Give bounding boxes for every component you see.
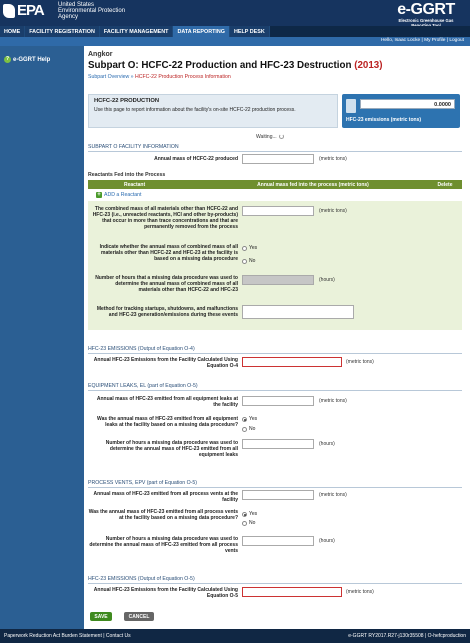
el-mass-input[interactable] [242,396,314,406]
radio-selected-icon[interactable] [242,417,247,422]
epa-flower-icon [3,4,15,18]
reporting-year: (2013) [354,60,383,71]
info-heading: HCFC-22 PRODUCTION [94,98,160,104]
help-label: e-GGRT Help [13,56,51,63]
radio-selected-icon[interactable] [242,512,247,517]
paperwork-link[interactable]: Paperwork Reduction Act Burden Statement [4,633,102,639]
el-hours-unit: (hours) [319,441,335,447]
add-reactant-link[interactable] [96,192,141,198]
reactants-title: Reactants Fed into the Process [88,172,166,178]
section-equipment-leaks: EQUIPMENT LEAKS, EL (part of Equation O-5) [88,383,462,391]
o5-emissions-label: Annual HFC-23 Emissions from the Facility Calculated Using Equation O-5 [93,587,238,599]
o5-emissions-unit: (metric tons) [346,589,374,595]
missing-proc-yes[interactable] [242,245,257,251]
main-content [84,46,470,629]
epv-missing-yes[interactable] [242,511,257,517]
o4-emissions-unit: (metric tons) [346,359,374,365]
epv-hours-input[interactable] [242,536,314,546]
epa-logo[interactable] [3,2,44,19]
user-greeting: Hello, Isaac Locke [380,38,421,43]
page-title-text: Subpart O: HCFC-22 Production and HFC-23 Destruction [88,60,352,71]
el-hours-label: Number of hours a missing data procedure was used to determine the annual mass of HFC-23 emitted from all equipment leaks [105,440,238,458]
emissions-calculator [342,94,460,128]
tab-facility-management[interactable]: FACILITY MANAGEMENT [100,26,174,37]
combined-mass-label: The combined mass of all materials other than HCFC-22 and HFC-23 (i.e., unreacted reactants, HCl and other by-products) that occur in more than trace concentrations and that are permanently removed from the process [92,206,238,230]
tab-help-desk[interactable]: HELP DESK [230,26,270,37]
radio-yes-label: Yes [249,416,258,422]
epv-hours-label: Number of hours a missing data procedure was used to determine the annual mass of HFC-23 emitted from all process vents [89,536,238,554]
add-reactant-label: ADD a Reactant [104,192,142,198]
save-button[interactable]: SAVE [90,612,112,621]
tab-facility-registration[interactable]: FACILITY REGISTRATION [25,26,100,37]
agency-name [58,2,148,20]
app-subtitle-1: Electronic Greenhouse Gas [398,18,454,23]
epv-mass-label: Annual mass of HFC-23 emitted from all process vents at the facility [93,491,238,503]
el-mass-label: Annual mass of HFC-23 emitted from all equipment leaks at the facility [96,396,238,408]
help-icon: ? [5,56,10,62]
el-missing-no[interactable] [242,426,255,432]
footer [0,629,470,643]
hcfc22-mass-unit: (metric tons) [319,156,347,162]
combined-mass-input[interactable] [242,206,314,216]
info-box [88,94,338,128]
cancel-button[interactable]: CANCEL [124,612,154,621]
radio-no-label: No [249,520,256,526]
epv-missing-label: Was the annual mass of HFC-23 emitted from all process vents at the facility based on a missing data procedure? [88,509,238,521]
footer-left: Paperwork Reduction Act Burden Statement | Contact Us [4,633,131,639]
reactant-col-header: Reactant [124,181,146,188]
user-links: Hello, Isaac Locke | My Profile | Logout [380,38,464,43]
waiting-indicator [256,134,284,140]
tab-data-reporting[interactable]: DATA REPORTING [173,26,230,37]
header [0,0,470,26]
app-title: e-GGRT [397,1,455,18]
el-mass-unit: (metric tons) [319,398,347,404]
missing-proc-no[interactable] [242,258,255,264]
epa-logo-text: EPA [17,2,44,19]
main-nav [0,26,470,37]
el-missing-yes[interactable] [242,416,257,422]
calculator-icon [346,99,356,113]
radio-yes-label: Yes [249,245,258,251]
radio-no-label: No [249,426,256,432]
emissions-value: 0.0000 [360,99,455,109]
mass-col-header: Annual mass fed into the process (metric tons) [257,181,369,188]
o5-emissions-input[interactable] [242,587,342,597]
delete-col-header: Delete [437,181,453,188]
method-tracking-textarea[interactable] [242,305,354,319]
help-link[interactable] [4,56,50,63]
el-missing-label: Was the annual mass of HFC-23 emitted from all equipment leaks at the facility based on a missing data procedure? [97,416,238,428]
radio-no-label: No [249,258,256,264]
radio-icon[interactable] [242,246,247,251]
spinner-icon [279,134,284,139]
facility-name: Angkor [88,51,113,58]
page-id-text: O-hefcproduction [427,633,466,639]
radio-yes-label: Yes [249,511,258,517]
section-emissions-o4: HFC-23 EMISSIONS (Output of Equation O-4) [88,346,462,354]
hcfc22-mass-label: Annual mass of HCFC-22 produced [154,156,238,162]
waiting-text: Waiting... [256,134,277,140]
radio-icon[interactable] [242,521,247,526]
radio-icon[interactable] [242,427,247,432]
sub-nav [0,37,470,46]
agency-line-3: Agency [58,14,79,20]
radio-icon[interactable] [242,259,247,264]
emissions-label: HFC-23 emissions (metric tons) [346,117,422,123]
sidebar [0,46,84,629]
el-hours-input[interactable] [242,439,314,449]
hcfc22-mass-input[interactable] [242,154,314,164]
eggrt-logo[interactable] [386,1,466,28]
hours-missing-label: Number of hours that a missing data procedure was used to determine the annual mass of combined mass of all materials other than HCFC-22 and HFC-23 [95,275,238,293]
footer-right: e-GGRT RY2017.R27-j130r35508 | O-hefcproduction [348,633,466,639]
hours-missing-unit: (hours) [319,277,335,283]
epv-mass-input[interactable] [242,490,314,500]
section-emissions-o5: HFC-23 EMISSIONS (Output of Equation O-5) [88,576,462,584]
o4-emissions-input[interactable] [242,357,342,367]
section-facility-info: SUBPART O FACILITY INFORMATION [88,144,462,152]
logout-link[interactable]: Logout [449,38,464,43]
breadcrumb-subpart-overview[interactable]: Subpart Overview [88,74,130,80]
plus-icon: + [97,192,101,198]
reactants-table-header [88,180,462,189]
breadcrumb: Subpart Overview » HCFC-22 Production Process Information [88,74,231,80]
epv-hours-unit: (hours) [319,538,335,544]
method-tracking-label: Method for tracking startups, shutdowns, and malfunctions and HFC-23 generation/emissions during these events [96,306,238,318]
page-title [88,60,383,71]
breadcrumb-current: HCFC-22 Production Process Information [135,74,231,80]
agency-line-1: United States [58,2,95,8]
contact-link[interactable]: Contact Us [105,633,131,639]
info-text: Use this page to report information about the facility's on-site HCFC-22 production process. [94,107,296,113]
epv-missing-no[interactable] [242,520,255,526]
agency-line-2: Environmental Protection [58,8,126,14]
o4-emissions-label: Annual HFC-23 Emissions from the Facility Calculated Using Equation O-4 [93,357,238,369]
tab-home[interactable]: HOME [0,26,25,37]
version-text: e-GGRT RY2017.R27-j130r35508 [348,633,424,639]
my-profile-link[interactable]: My Profile [424,38,446,43]
combined-mass-unit: (metric tons) [319,208,347,214]
missing-proc-label: Indicate whether the annual mass of combined mass of all materials other than HCFC-22 and HFC-23 at the facility is based on a missing data procedure [99,244,238,262]
epv-mass-unit: (metric tons) [319,492,347,498]
section-process-vents: PROCESS VENTS, EPV (part of Equation O-5) [88,480,462,488]
hours-missing-input[interactable] [242,275,314,285]
